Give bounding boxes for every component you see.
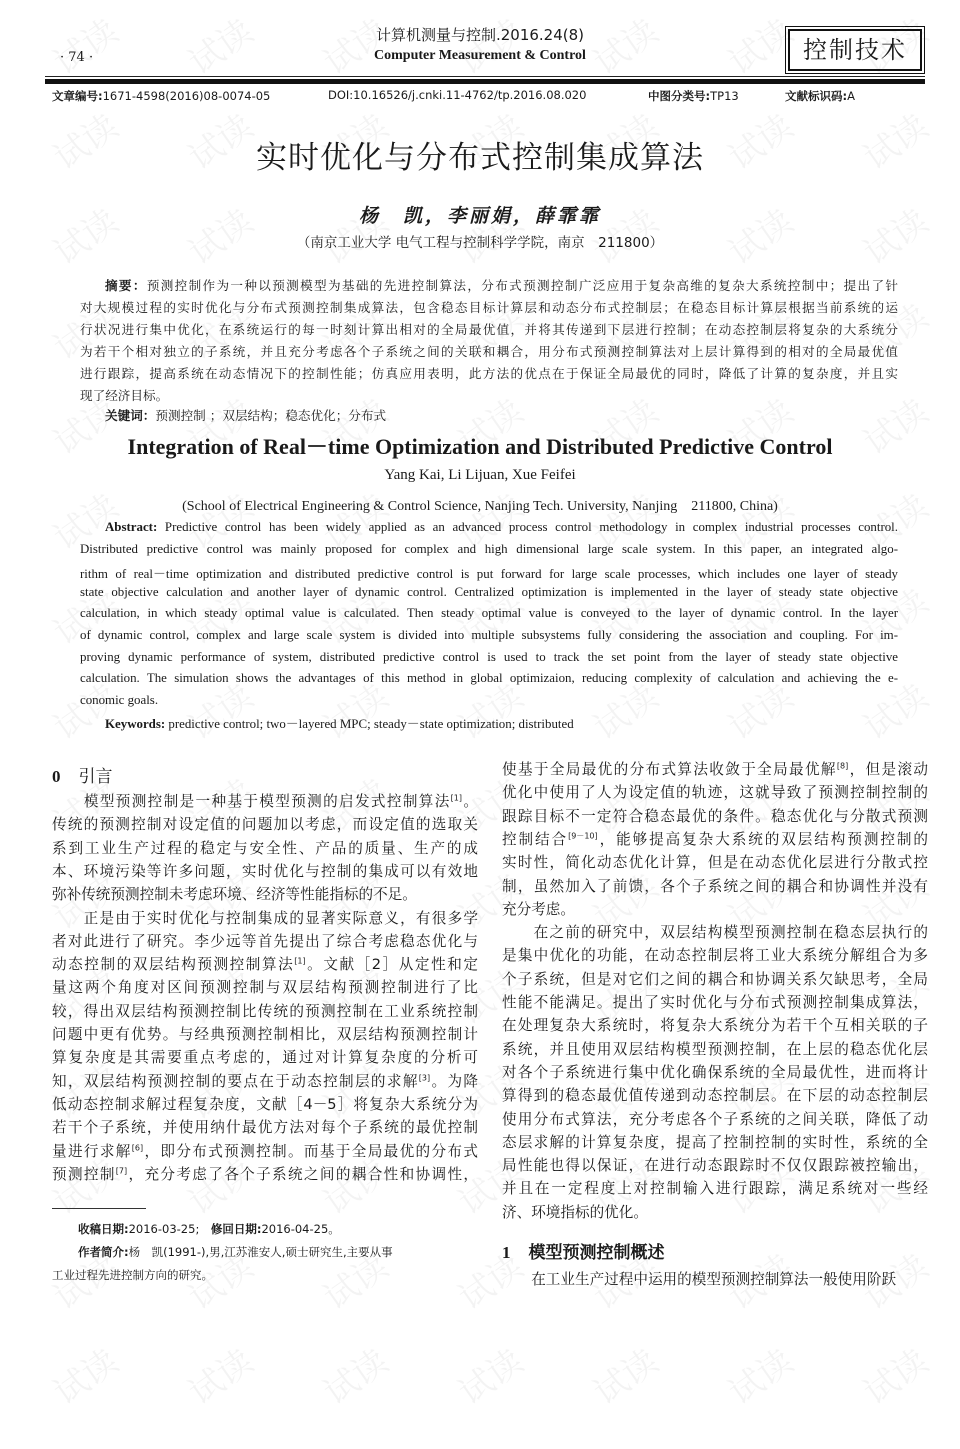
section-0-heading <box>52 762 113 787</box>
abstract-en-line: rithm of real－time optimization and distributed predictive control is put forward for large scale processes, which includes one layer of steady <box>80 567 898 582</box>
authors-en: Yang Kai, Li Lijuan, Xue Feifei <box>384 467 576 483</box>
watermark-text <box>447 1335 531 1414</box>
watermark-text <box>717 1335 801 1414</box>
keywords-cn <box>105 405 386 424</box>
body-line: 在处理复杂大系统时，将复杂大系统分为若干个互相关联的子 <box>502 1017 928 1035</box>
abstract-cn-line: 对大规模过程的实时优化与分布式预测控制集成算法，包含稳态目标计算层和动态分布式控制层；在稳态目标计算层根据当前系统的运 <box>80 300 898 315</box>
abstract-cn-line: 现了经济目标。 <box>80 388 169 403</box>
authors-cn: 杨 凯，李丽娟，薛霏霏 <box>358 205 601 227</box>
body-line: 弥补传统预测控制未考虑环境、经济等性能指标的不足。 <box>52 886 417 904</box>
bio-line-1: 杨 凯(1991-),男,江苏淮安人,硕士研究生,主要从事 <box>128 1245 393 1259</box>
body-line: 若干个子系统，并使用纳什最优方法对每个子系统的最优控制 <box>52 1119 478 1137</box>
keywords-cn-label: 关键词： <box>105 408 156 423</box>
body-line: 动态控制的双层结构预测控制算法[1]。文献［2］从定性和定 <box>52 956 478 974</box>
document-code-label: 文献标识码: <box>785 89 848 103</box>
keywords-cn-text: 预测控制 ；双层结构；稳态优化；分布式 <box>155 408 387 423</box>
body-line: 充分考虑。 <box>502 900 575 918</box>
footnote-bio-cont: 工业过程先进控制方向的研究。 <box>52 1268 213 1282</box>
body-line: 系统，并且使用双层结构模型预测控制，在上层的稳态优化层 <box>502 1040 928 1058</box>
section-1-title: 模型预测控制概述 <box>528 1243 665 1263</box>
body-line: 低动态控制求解过程复杂度，文献［4－5］将复杂大系统分为 <box>52 1095 478 1113</box>
clc-value: TP13 <box>710 89 739 103</box>
bio-label: 作者简介: <box>78 1245 129 1259</box>
revised-label: 修回日期: <box>210 1222 262 1236</box>
keywords-en <box>105 713 574 732</box>
affiliation-cn: （南京工业大学 电气工程与控制科学学院，南京 211800） <box>296 235 664 251</box>
body-line: 局性能也得以保证，在进行动态跟踪时不仅仅跟踪被控输出， <box>502 1157 928 1175</box>
abstract-en-line: calculation, in which steady optimal value is calculated. Then steady optimal value is conveyed to the layer of dynamic control. In the layer <box>80 606 898 621</box>
section-1-heading <box>502 1238 665 1263</box>
abstract-en-line: state objective calculation and another layer of dynamic control. Centralized optimization is implemented in the layer of steady state objective <box>80 584 898 599</box>
body-line: 控制结合[9－10]，能够提高复杂大系统的双层结构预测控制的 <box>502 830 928 848</box>
abstract-cn-line: 摘要：预测控制作为一种以预测模型为基础的先进控制算法，分布式预测控制广泛应用于复杂高维的复杂大系统控制中；提出了针 <box>105 278 898 293</box>
abstract-en-line: of dynamic control, complex and large scale system is divided into multiple subsystems fully considering the association and coupling. For im- <box>80 628 898 642</box>
abstract-en-line: Distributed predictive control was mainly proposed for complex and high dimensional large scale system. In this paper, an integrated algo- <box>80 541 898 556</box>
abstract-en-line: calculation. The simulation shows the advantages of this method in global optimizaion, reducing complexity of calculation and achieving the e- <box>80 671 898 686</box>
clc-label: 中图分类号: <box>648 89 711 103</box>
footnote-dates <box>78 1221 340 1237</box>
keywords-en-text: predictive control; two－layered MPC; steady－state optimization; distributed <box>165 717 574 731</box>
section-label-box: 控制技术 <box>788 29 922 71</box>
body-line: 优化中使用了人为设定值的轨迹，这就导致了预测控制控制的 <box>502 784 928 802</box>
abstract-cn-line: 进行跟踪，提高系统在动态情况下的控制性能；仿真应用表明，此方法的优点在于保证全局最优的同时，降低了计算的复杂度，并且实 <box>80 366 898 381</box>
section-1-number: 1 <box>502 1243 511 1262</box>
section-1-first-line: 在工业生产过程中运用的模型预测控制算法一般使用阶跃 <box>502 1271 897 1288</box>
body-line: 较，得出双层结构预测控制比传统的预测控制在工业系统控制 <box>52 1002 478 1020</box>
body-line: 问题中更有优势。与经典预测控制相比，双层结构预测控制计 <box>52 1026 478 1043</box>
abstract-cn-line-label: 摘要： <box>105 278 147 293</box>
watermark-text <box>312 1335 396 1414</box>
body-line: 系到工业生产过程的稳定与安全性、产品的质量、生产的成 <box>52 839 478 857</box>
article-number-label: 文章编号: <box>52 89 103 103</box>
keywords-en-label: Keywords: <box>105 717 166 731</box>
abstract-en-line: proving dynamic performance of system, distributed predictive control is used to track the set point from the layer of steady state objective <box>80 649 898 664</box>
abstract-en-line: Abstract: Predictive control has been widely applied as an advanced process control methodology in complex industrial processes control. <box>105 520 898 534</box>
body-line: 传统的预测控制对设定值的问题加以考虑，而设定值的选取关 <box>52 816 478 834</box>
article-number-value: 1671-4598(2016)08-0074-05 <box>102 89 271 103</box>
affiliation-en: (School of Electrical Engineering & Control Science, Nanjing Tech. University, Nanjing 211800, China) <box>182 499 778 514</box>
body-line: 是集中优化的功能，在动态控制层将工业大系统分解组合为多 <box>502 947 928 965</box>
document-code <box>785 88 855 104</box>
watermark-text <box>852 1335 936 1414</box>
body-line: 对各个子系统进行集中优化确保系统的全局最优性，进而将计 <box>502 1063 928 1081</box>
body-line: 算复杂度是其需要重点考虑的，通过对计算复杂度的分析可 <box>52 1049 478 1067</box>
journal-name-cn: 计算机测量与控制.2016.24(8) <box>375 26 585 44</box>
doi: DOI:10.16526/j.cnki.11-4762/tp.2016.08.020 <box>328 88 587 102</box>
page-number: · 74 · <box>60 50 94 65</box>
body-line: 本、环境污染等许多问题，实时优化与控制的集成可以有效地 <box>52 862 478 880</box>
journal-name-en: Computer Measurement & Control <box>374 48 586 63</box>
revised-date: 2016-04-25。 <box>261 1222 340 1236</box>
received-date: 2016-03-25; <box>128 1222 200 1236</box>
body-line: 者对此进行了研究。李少远等首先提出了综合考虑稳态优化与 <box>52 932 478 950</box>
body-line: 使基于全局最优的分布式算法收敛于全局最优解[8]，但是滚动 <box>502 761 928 778</box>
title-cn: 实时优化与分布式控制集成算法 <box>256 140 704 176</box>
body-line: 制，虽然加入了前馈，各个子系统之间的耦合和协调性并没有 <box>502 877 928 895</box>
clc-number <box>648 88 739 104</box>
footnote-bio <box>78 1244 393 1260</box>
watermark-text <box>42 1335 126 1414</box>
article-number <box>52 88 270 104</box>
body-line: 态层求解的计算复杂度，提高了控制控制的实时性，系统的全 <box>502 1133 928 1151</box>
body-line: 并且在一定程度上对控制输入进行跟踪，满足系统对一些经 <box>502 1180 928 1198</box>
body-line: 正是由于实时优化与控制集成的显著实际意义，有很多学 <box>52 909 478 927</box>
body-line: 知，双层结构预测控制的要点在于动态控制层的求解[3]。为降 <box>52 1072 478 1090</box>
body-line: 性能不能满足。提出了实时优化与分布式预测控制集成算法， <box>502 994 928 1011</box>
body-line: 跟踪目标不一定符合稳态最优的条件。稳态优化与分散式预测 <box>502 807 928 825</box>
watermark-text <box>582 1335 666 1414</box>
header-rule-thin <box>45 76 925 77</box>
watermark-text <box>177 1335 261 1414</box>
header-rule-thick <box>45 79 925 84</box>
body-line: 预测控制[7]，充分考虑了各个子系统之间的耦合性和协调性， <box>52 1165 478 1183</box>
section-0-title: 引言 <box>78 767 113 787</box>
body-line: 实时性，简化动态优化计算，但是在动态优化层进行分散式控 <box>502 854 928 872</box>
body-line: 济、环境指标的优化。 <box>502 1203 648 1221</box>
body-line: 在之前的研究中，双层结构模型预测控制在稳态层执行的 <box>502 924 928 942</box>
received-label: 收稿日期: <box>78 1222 129 1236</box>
section-0-number: 0 <box>52 767 61 786</box>
abstract-cn-line: 行状况进行集中优化，在系统运行的每一时刻计算出相对的全局最优值，并将其传递到下层进行控制；在动态控制层将复杂的大系统分 <box>80 322 898 337</box>
title-en: Integration of Real－time Optimization and Distributed Predictive Control <box>127 434 833 459</box>
footnote-rule <box>52 1208 146 1209</box>
body-line: 个子系统，但是对它们之间的耦合和协调关系欠缺思考，全局 <box>502 970 928 988</box>
body-line: 量这两个角度对区间预测控制与双层结构预测控制进行了比 <box>52 979 478 997</box>
body-line: 算得到的稳态最优值传递到动态控制层。在下层的动态控制层 <box>502 1087 928 1105</box>
document-code-value: A <box>847 89 855 103</box>
abstract-cn-line: 为若干个相对独立的子系统，并且充分考虑各个子系统之间的关联和耦合，用分布式预测控制算法对上层计算得到的相对的全局最优值 <box>80 344 898 359</box>
body-line: 使用分布式算法，充分考虑各个子系统的之间关联，降低了动 <box>502 1110 928 1128</box>
abstract-en-line: conomic goals. <box>80 692 159 707</box>
body-line: 模型预测控制是一种基于模型预测的启发式控制算法[1]。 <box>52 793 478 810</box>
body-line: 量进行求解[6]，即分布式预测控制。而基于全局最优的分布式 <box>52 1142 478 1160</box>
abstract-en-line-label: Abstract: <box>105 520 158 534</box>
